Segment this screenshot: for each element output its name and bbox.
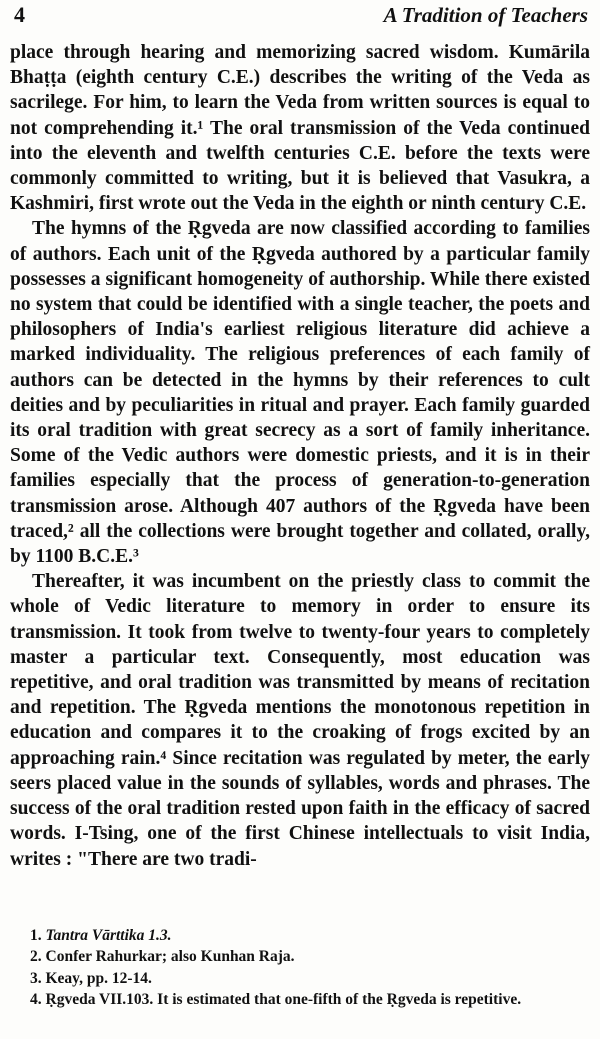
- footnote-2: [10, 946, 590, 967]
- footnote-text: Keay, pp. 12-14.: [45, 969, 152, 987]
- footnote-4: [10, 989, 590, 1010]
- footnote-text: Confer Rahurkar; also Kunhan Raja.: [45, 948, 295, 966]
- footnotes: [10, 925, 590, 1011]
- footnote-3: [10, 968, 590, 989]
- footnote-number: 3.: [30, 969, 42, 987]
- footnote-number: 4.: [30, 991, 42, 1009]
- paragraph-2: The hymns of the Ṛgveda are now classified according to families of authors. Each unit of the Ṛgveda authored by a particular family possesses a significant homogeneity of authorship. While there existed no system that could be identified with a single teacher, the poets and philosophers of India's earliest religious literature did achieve a marked individuality. The religious preferences of each family of authors can be detected in the hymns by their references to cult deities and by peculiarities in ritual and prayer. Each family guarded its oral tradition with great secrecy as a sort of family inheritance. Some of the Vedic authors were domestic priests, and it is in their families especially that the process of generation-to-generation transmission arose. Although 407 authors of the Ṛgveda have been traced,² all the collections were brought together and collated, orally, by 1100 B.C.E.³: [10, 218, 590, 568]
- footnote-1: [10, 925, 590, 946]
- paragraph-1: place through hearing and memorizing sacred wisdom. Kumārila Bhaṭṭa (eighth century C.E.) describes the writing of the Veda as sacrilege. For him, to learn the Veda from written sources is equal to not comprehending it.¹ The oral transmission of the Veda continued into the eleventh and twelfth centuries C.E. before the texts were commonly committed to writing, but it is believed that Vasukra, a Kashmiri, first wrote out the Veda in the eighth or ninth century C.E.: [10, 42, 590, 215]
- footnote-number: 1.: [30, 927, 42, 944]
- running-title: A Tradition of Teachers: [383, 3, 588, 27]
- footnote-text: Tantra Vārttika 1.3.: [45, 927, 172, 944]
- page-number: 4: [14, 2, 25, 27]
- footnote-number: 2.: [30, 948, 42, 966]
- footnote-text: Ṛgveda VII.103. It is estimated that one-fifth of the Ṛgveda is repetitive.: [45, 991, 522, 1009]
- body-text: [10, 40, 590, 872]
- paragraph-3: Thereafter, it was incumbent on the priestly class to commit the whole of Vedic literature to memory in order to ensure its transmission. It took from twelve to twenty-four years to completely master a particular text. Consequently, most education was repetitive, and oral tradition was transmitted by means of recitation and repetition. The Ṛgveda mentions the monotonous repetition in education and compares it to the croaking of frogs excited by an approaching rain.⁴ Since recitation was regulated by meter, the early seers placed value in the sounds of syllables, words and phrases. The success of the oral tradition rested upon faith in the efficacy of sacred words. I-Tsing, one of the first Chinese intellectuals to visit India, writes : "There are two tradi-: [10, 571, 590, 870]
